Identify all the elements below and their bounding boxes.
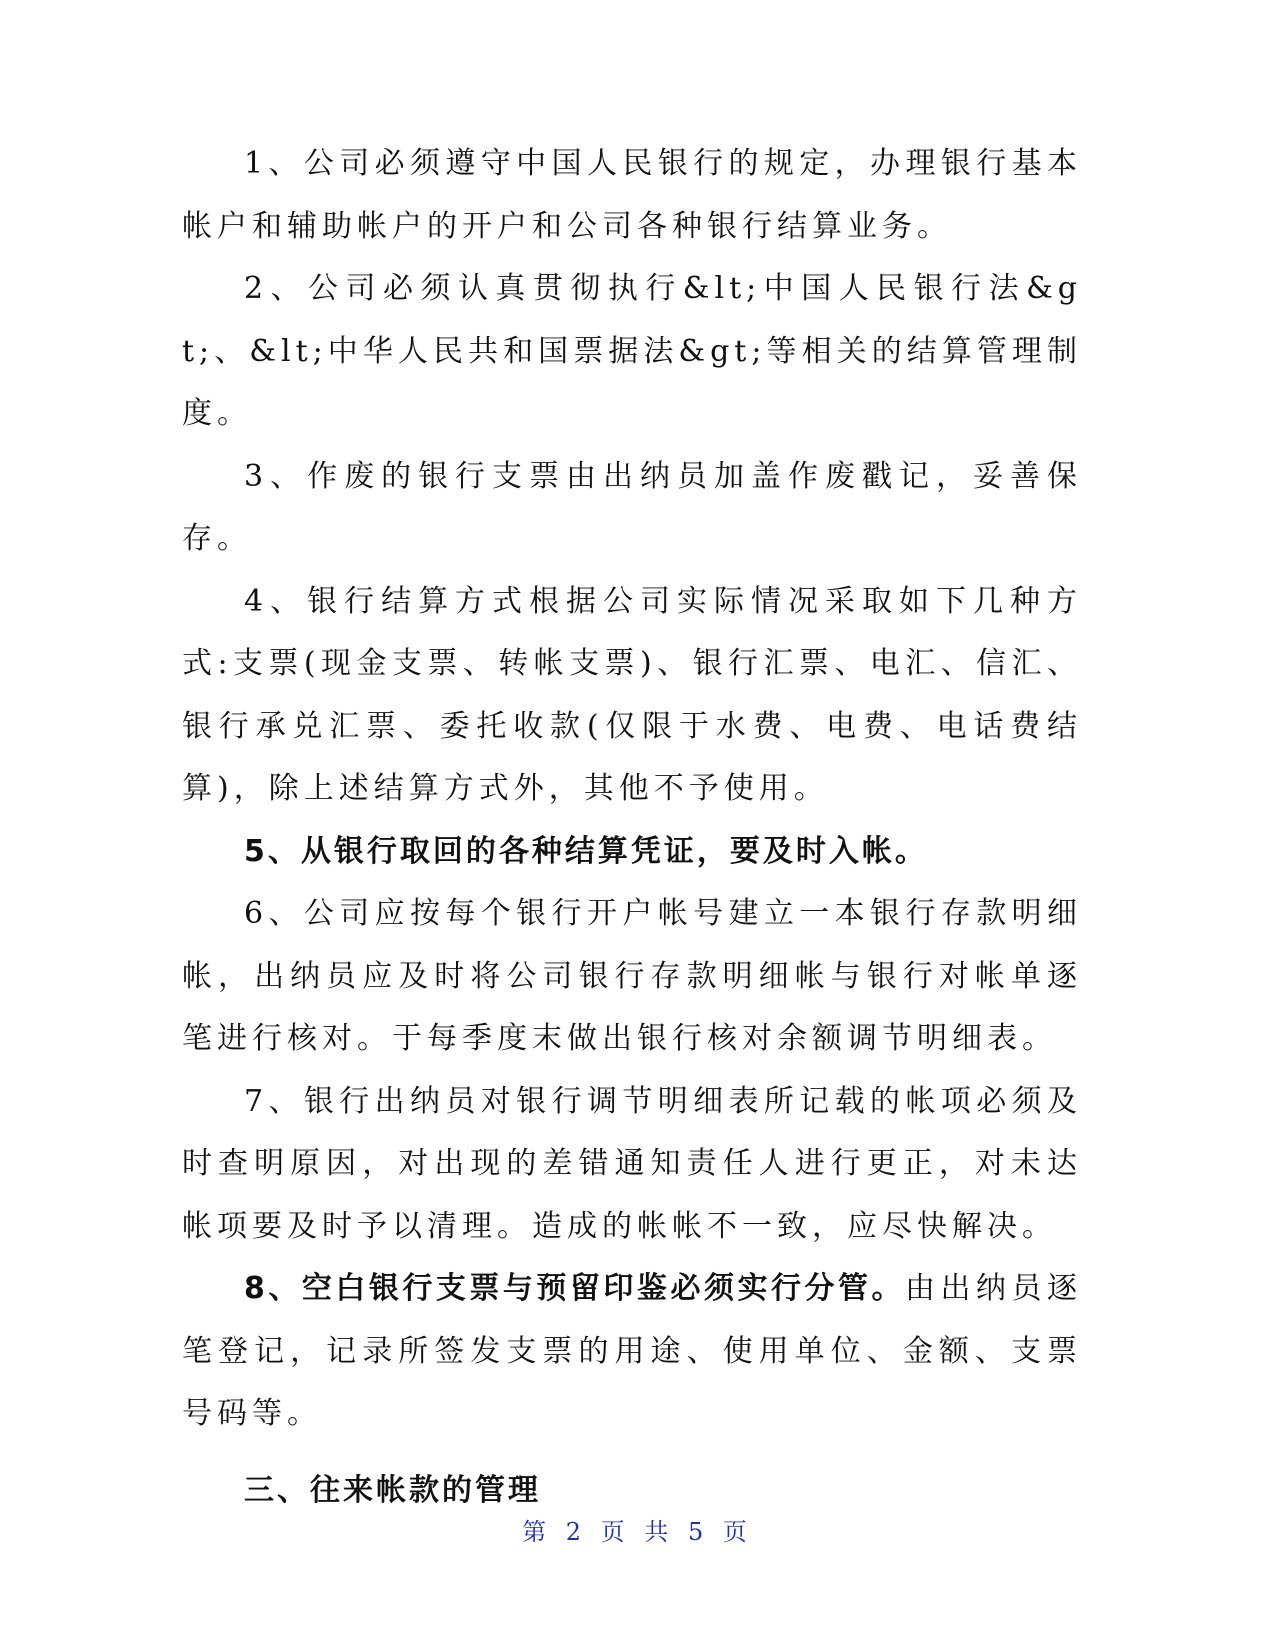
paragraph-8 bbox=[182, 1258, 1082, 1446]
paragraph-3: 3、作废的银行支票由出纳员加盖作废戳记，妥善保存。 bbox=[182, 458, 1082, 556]
paragraph-5: 5、从银行取回的各种结算凭证，要及时入帐。 bbox=[244, 833, 928, 869]
paragraph-4: 4、银行结算方式根据公司实际情况采取如下几种方式:支票(现金支票、转帐支票)、银行汇票、电汇、信汇、银行承兑汇票、委托收款(仅限于水费、电费、电话费结算)，除上述结算方式外，其他不予使用。 bbox=[182, 583, 1082, 806]
page-footer: 第 2 页 共 5 页 bbox=[522, 1518, 753, 1546]
paragraph-1: 1、公司必须遵守中国人民银行的规定，办理银行基本帐户和辅助帐户的开户和公司各种银行结算业务。 bbox=[182, 146, 1082, 244]
paragraph-8-bold: 8、空白银行支票与预留印鉴必须实行分管。 bbox=[244, 1271, 905, 1306]
paragraph-2: 2、公司必须认真贯彻执行&lt;中国人民银行法&gt;、&lt;中华人民共和国票据法&gt;等相关的结算管理制度。 bbox=[182, 271, 1082, 431]
paragraph-8-normal: 由出纳员逐笔登记，记录所签发支票的用途、使用单位、金额、支票号码等。 bbox=[182, 1271, 1083, 1431]
paragraph-6: 6、公司应按每个银行开户帐号建立一本银行存款明细帐，出纳员应及时将公司银行存款明细帐与银行对帐单逐笔进行核对。于每季度末做出银行核对余额调节明细表。 bbox=[182, 896, 1082, 1056]
paragraph-7: 7、银行出纳员对银行调节明细表所记载的帐项必须及时查明原因，对出现的差错通知责任人进行更正，对未达帐项要及时予以清理。造成的帐帐不一致，应尽快解决。 bbox=[182, 1083, 1082, 1244]
document-body bbox=[182, 133, 1082, 1552]
section-heading: 三、往来帐款的管理 bbox=[244, 1472, 541, 1508]
